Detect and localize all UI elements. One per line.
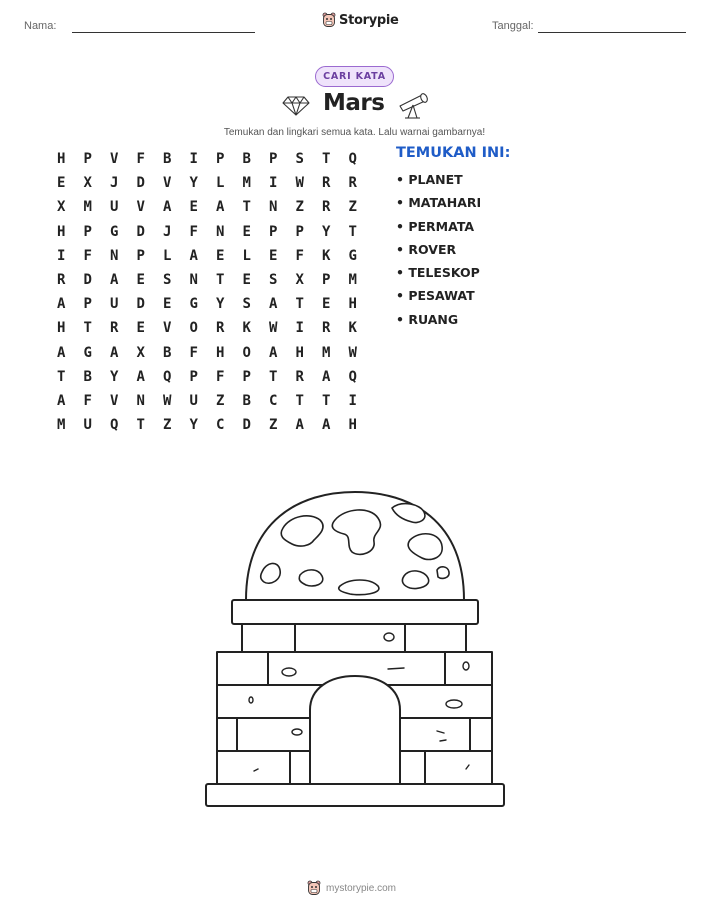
grid-cell[interactable]: P bbox=[269, 151, 278, 168]
grid-cell[interactable]: R bbox=[295, 368, 304, 385]
grid-cell[interactable]: N bbox=[136, 392, 145, 409]
date-line bbox=[538, 32, 686, 33]
grid-cell[interactable]: A bbox=[57, 392, 66, 409]
brand-name: Storypie bbox=[339, 12, 399, 28]
grid-cell[interactable]: V bbox=[110, 392, 119, 409]
grid-cell[interactable]: J bbox=[110, 175, 119, 192]
grid-cell[interactable]: T bbox=[269, 368, 278, 385]
word-list bbox=[396, 172, 481, 335]
footer-url: mystorypie.com bbox=[326, 882, 397, 894]
grid-cell[interactable]: A bbox=[136, 368, 145, 385]
grid-cell[interactable]: A bbox=[163, 199, 172, 216]
grid-cell[interactable]: W bbox=[269, 320, 278, 337]
grid-cell[interactable]: V bbox=[163, 175, 172, 192]
grid-cell[interactable]: L bbox=[242, 247, 251, 264]
grid-cell[interactable]: U bbox=[110, 296, 119, 313]
bullet: • bbox=[396, 241, 404, 257]
grid-cell[interactable]: G bbox=[83, 344, 92, 361]
word-label: PERMATA bbox=[408, 218, 475, 234]
grid-cell[interactable]: P bbox=[83, 151, 92, 168]
grid-cell[interactable]: P bbox=[269, 223, 278, 240]
grid-cell[interactable]: K bbox=[322, 247, 331, 264]
grid-cell[interactable]: H bbox=[348, 417, 357, 434]
observatory-illustration bbox=[200, 490, 510, 810]
grid-cell[interactable]: Z bbox=[348, 199, 357, 216]
grid-cell[interactable]: Y bbox=[110, 368, 119, 385]
grid-cell[interactable]: G bbox=[189, 296, 198, 313]
grid-cell[interactable]: R bbox=[216, 320, 225, 337]
word-list-title: TEMUKAN INI: bbox=[396, 145, 511, 161]
grid-cell[interactable]: R bbox=[322, 199, 331, 216]
grid-cell[interactable]: R bbox=[57, 272, 66, 289]
grid-cell[interactable]: D bbox=[136, 175, 145, 192]
grid-cell[interactable]: K bbox=[242, 320, 251, 337]
word-label: TELESKOP bbox=[408, 265, 480, 281]
grid-cell[interactable]: T bbox=[216, 272, 225, 289]
grid-cell[interactable]: U bbox=[110, 199, 119, 216]
grid-cell[interactable]: F bbox=[83, 247, 92, 264]
word-list-item bbox=[396, 219, 481, 242]
grid-cell[interactable]: N bbox=[216, 223, 225, 240]
word-list-item bbox=[396, 265, 481, 288]
grid-cell[interactable]: M bbox=[242, 175, 251, 192]
grid-cell[interactable]: N bbox=[269, 199, 278, 216]
grid-cell[interactable]: A bbox=[110, 344, 119, 361]
grid-cell[interactable]: R bbox=[348, 175, 357, 192]
grid-cell[interactable]: F bbox=[189, 223, 198, 240]
grid-cell[interactable]: T bbox=[242, 199, 251, 216]
grid-cell[interactable]: T bbox=[57, 368, 66, 385]
grid-cell[interactable]: A bbox=[110, 272, 119, 289]
grid-cell[interactable]: V bbox=[163, 320, 172, 337]
grid-cell[interactable]: B bbox=[83, 368, 92, 385]
grid-cell[interactable]: U bbox=[83, 417, 92, 434]
grid-cell[interactable]: F bbox=[136, 151, 145, 168]
bullet: • bbox=[396, 288, 404, 304]
date-label: Tanggal: bbox=[492, 20, 534, 32]
grid-cell[interactable]: G bbox=[348, 247, 357, 264]
grid-cell[interactable]: B bbox=[163, 344, 172, 361]
grid-cell[interactable]: F bbox=[189, 344, 198, 361]
grid-cell[interactable]: E bbox=[189, 199, 198, 216]
grid-cell[interactable]: Q bbox=[348, 368, 357, 385]
grid-cell[interactable]: Y bbox=[189, 417, 198, 434]
grid-cell[interactable]: T bbox=[322, 151, 331, 168]
grid-cell[interactable]: H bbox=[295, 344, 304, 361]
word-label: MATAHARI bbox=[408, 195, 482, 211]
grid-cell[interactable]: P bbox=[189, 368, 198, 385]
grid-cell[interactable]: P bbox=[136, 247, 145, 264]
grid-cell[interactable]: B bbox=[242, 392, 251, 409]
grid-cell[interactable]: B bbox=[242, 151, 251, 168]
bullet: • bbox=[396, 195, 404, 211]
grid-cell[interactable]: W bbox=[295, 175, 304, 192]
word-list-item bbox=[396, 195, 481, 218]
grid-cell[interactable]: E bbox=[242, 223, 251, 240]
grid-cell[interactable]: Z bbox=[163, 417, 172, 434]
grid-cell[interactable]: Q bbox=[163, 368, 172, 385]
grid-cell[interactable]: I bbox=[348, 392, 357, 409]
grid-cell[interactable]: K bbox=[348, 320, 357, 337]
grid-cell[interactable]: E bbox=[57, 175, 66, 192]
grid-cell[interactable]: M bbox=[83, 199, 92, 216]
grid-cell[interactable]: D bbox=[242, 417, 251, 434]
grid-cell[interactable]: X bbox=[57, 199, 66, 216]
grid-cell[interactable]: Z bbox=[295, 199, 304, 216]
grid-cell[interactable]: Z bbox=[269, 417, 278, 434]
grid-cell[interactable]: E bbox=[136, 272, 145, 289]
grid-cell[interactable]: H bbox=[57, 151, 66, 168]
grid-cell[interactable]: V bbox=[136, 199, 145, 216]
page-title: Mars bbox=[323, 90, 385, 116]
bullet: • bbox=[396, 218, 404, 234]
grid-cell[interactable]: I bbox=[57, 247, 66, 264]
storypie-mascot-icon bbox=[322, 12, 336, 28]
grid-cell[interactable]: I bbox=[189, 151, 198, 168]
grid-cell[interactable]: X bbox=[136, 344, 145, 361]
grid-cell[interactable]: S bbox=[242, 296, 251, 313]
grid-cell[interactable]: L bbox=[216, 175, 225, 192]
grid-cell[interactable]: X bbox=[295, 272, 304, 289]
storypie-mascot-icon bbox=[307, 880, 321, 896]
grid-cell[interactable]: R bbox=[322, 175, 331, 192]
grid-cell[interactable]: A bbox=[189, 247, 198, 264]
grid-cell[interactable]: A bbox=[322, 417, 331, 434]
name-line bbox=[72, 32, 255, 33]
brand-logo bbox=[322, 12, 399, 28]
grid-cell[interactable]: H bbox=[57, 223, 66, 240]
grid-cell[interactable]: D bbox=[136, 223, 145, 240]
word-label: PLANET bbox=[408, 172, 463, 187]
grid-cell[interactable]: P bbox=[83, 296, 92, 313]
grid-cell[interactable]: E bbox=[216, 247, 225, 264]
grid-cell[interactable]: H bbox=[57, 320, 66, 337]
grid-cell[interactable]: M bbox=[348, 272, 357, 289]
grid-cell[interactable]: D bbox=[83, 272, 92, 289]
name-label: Nama: bbox=[24, 20, 57, 32]
word-list-item bbox=[396, 312, 481, 335]
grid-cell[interactable]: M bbox=[322, 344, 331, 361]
grid-cell[interactable]: P bbox=[295, 223, 304, 240]
word-list-item bbox=[396, 242, 481, 265]
grid-cell[interactable]: C bbox=[216, 417, 225, 434]
grid-cell[interactable]: S bbox=[295, 151, 304, 168]
bullet: • bbox=[396, 311, 404, 327]
grid-cell[interactable]: P bbox=[83, 223, 92, 240]
grid-cell[interactable]: N bbox=[189, 272, 198, 289]
grid-cell[interactable]: E bbox=[163, 296, 172, 313]
grid-cell[interactable]: W bbox=[348, 344, 357, 361]
grid-cell[interactable]: E bbox=[136, 320, 145, 337]
grid-cell[interactable]: S bbox=[163, 272, 172, 289]
grid-cell[interactable]: T bbox=[83, 320, 92, 337]
grid-cell[interactable]: J bbox=[163, 223, 172, 240]
grid-cell[interactable]: G bbox=[110, 223, 119, 240]
grid-cell[interactable]: Y bbox=[322, 223, 331, 240]
word-list-item bbox=[396, 288, 481, 311]
grid-cell[interactable]: T bbox=[295, 392, 304, 409]
grid-cell[interactable]: F bbox=[216, 368, 225, 385]
diamond-icon bbox=[281, 95, 311, 117]
grid-cell[interactable]: E bbox=[269, 247, 278, 264]
grid-cell[interactable]: A bbox=[295, 417, 304, 434]
grid-cell[interactable]: F bbox=[83, 392, 92, 409]
grid-cell[interactable]: T bbox=[136, 417, 145, 434]
grid-cell[interactable]: Z bbox=[216, 392, 225, 409]
grid-cell[interactable]: H bbox=[216, 344, 225, 361]
grid-cell[interactable]: C bbox=[269, 392, 278, 409]
grid-cell[interactable]: E bbox=[322, 296, 331, 313]
bullet: • bbox=[396, 172, 404, 187]
word-label: RUANG bbox=[408, 311, 459, 327]
grid-cell[interactable]: Q bbox=[348, 151, 357, 168]
grid-cell[interactable]: H bbox=[348, 296, 357, 313]
grid-cell[interactable]: P bbox=[242, 368, 251, 385]
grid-cell[interactable]: N bbox=[110, 247, 119, 264]
grid-cell[interactable]: E bbox=[242, 272, 251, 289]
grid-cell[interactable]: D bbox=[136, 296, 145, 313]
grid-cell[interactable]: W bbox=[163, 392, 172, 409]
grid-cell[interactable]: R bbox=[110, 320, 119, 337]
letter-grid[interactable] bbox=[48, 147, 373, 437]
telescope-icon bbox=[396, 90, 432, 120]
grid-cell[interactable]: R bbox=[322, 320, 331, 337]
grid-cell[interactable]: A bbox=[57, 296, 66, 313]
grid-cell[interactable]: I bbox=[295, 320, 304, 337]
grid-cell[interactable]: T bbox=[295, 296, 304, 313]
grid-cell[interactable]: L bbox=[163, 247, 172, 264]
category-badge: CARI KATA bbox=[315, 66, 394, 87]
bullet: • bbox=[396, 265, 404, 281]
grid-cell[interactable]: T bbox=[322, 392, 331, 409]
grid-cell[interactable]: B bbox=[163, 151, 172, 168]
grid-cell[interactable]: O bbox=[189, 320, 198, 337]
grid-cell[interactable]: M bbox=[57, 417, 66, 434]
grid-cell[interactable]: P bbox=[322, 272, 331, 289]
grid-cell[interactable]: Y bbox=[216, 296, 225, 313]
grid-cell[interactable]: S bbox=[269, 272, 278, 289]
grid-cell[interactable]: A bbox=[269, 344, 278, 361]
word-label: PESAWAT bbox=[408, 288, 475, 304]
instructions: Temukan dan lingkari semua kata. Lalu warnai gambarnya! bbox=[223, 127, 486, 138]
grid-cell[interactable]: A bbox=[269, 296, 278, 313]
grid-cell[interactable]: U bbox=[189, 392, 198, 409]
grid-cell[interactable]: A bbox=[216, 199, 225, 216]
grid-cell[interactable]: P bbox=[216, 151, 225, 168]
grid-cell[interactable]: Y bbox=[189, 175, 198, 192]
word-list-item bbox=[396, 172, 481, 195]
grid-cell[interactable]: F bbox=[295, 247, 304, 264]
grid-cell[interactable]: A bbox=[322, 368, 331, 385]
word-label: ROVER bbox=[408, 241, 457, 257]
grid-cell[interactable]: Q bbox=[110, 417, 119, 434]
grid-cell[interactable]: V bbox=[110, 151, 119, 168]
footer bbox=[307, 880, 396, 896]
grid-cell[interactable]: X bbox=[83, 175, 92, 192]
grid-cell[interactable]: I bbox=[269, 175, 278, 192]
grid-cell[interactable]: A bbox=[57, 344, 66, 361]
grid-cell[interactable]: T bbox=[348, 223, 357, 240]
grid-cell[interactable]: O bbox=[242, 344, 251, 361]
